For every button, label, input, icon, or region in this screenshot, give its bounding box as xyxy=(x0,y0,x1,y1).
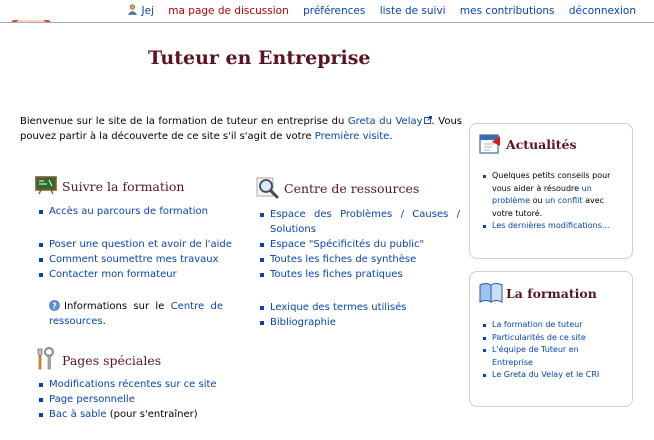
centre-link-lexique[interactable]: Lexique des termes utilisés xyxy=(270,302,407,313)
centre-link-synthese[interactable]: Toutes les fiches de synthèse xyxy=(270,254,417,265)
book-icon xyxy=(478,280,504,304)
centre-link-problemes[interactable]: Espace des Problèmes / Causes / Solutions xyxy=(270,209,460,235)
info-end: . xyxy=(102,316,106,327)
intro-text-1: Bienvenue sur le site de la formation de tuteur en entreprise du xyxy=(20,116,348,127)
suivre-link-formateur[interactable]: Contacter mon formateur xyxy=(49,269,177,280)
section-centre-heading xyxy=(256,176,456,200)
watchlist-link[interactable]: liste de suivi xyxy=(379,5,446,17)
list-item[interactable] xyxy=(258,252,460,267)
top-bar xyxy=(0,0,654,20)
list-item[interactable] xyxy=(258,315,460,330)
page-title: Tuteur en Entreprise xyxy=(148,47,371,69)
list-item[interactable] xyxy=(482,319,622,332)
help-icon xyxy=(49,300,60,311)
list-item[interactable] xyxy=(37,252,237,267)
actualites-link-probleme[interactable]: un problème xyxy=(492,183,592,205)
info-text: Informations sur le xyxy=(64,301,171,312)
speciales-link-sandbox[interactable]: Bac à sable xyxy=(49,409,107,420)
section-speciales-title: Pages spéciales xyxy=(62,353,162,368)
section-suivre-title: Suivre la formation xyxy=(62,179,185,194)
actualites-title: Actualités xyxy=(506,137,577,152)
external-link-icon xyxy=(424,116,432,124)
list-item[interactable] xyxy=(37,377,247,392)
logout-link[interactable]: déconnexion xyxy=(568,5,636,17)
section-speciales-heading xyxy=(34,347,234,373)
list-item[interactable] xyxy=(37,267,237,282)
sandbox-suffix: (pour s'entraîner) xyxy=(106,409,198,420)
list-item[interactable] xyxy=(37,392,247,407)
intro-text-3: . xyxy=(389,131,393,142)
suivre-link-parcours[interactable]: Accès au parcours de formation xyxy=(49,206,208,217)
list-item[interactable] xyxy=(37,204,237,219)
list-item[interactable] xyxy=(482,369,622,382)
formation-link-tuteur[interactable]: La formation de tuteur xyxy=(492,320,583,329)
speciales-link-perso[interactable]: Page personnelle xyxy=(49,394,135,405)
centre-link-biblio[interactable]: Bibliographie xyxy=(270,317,336,328)
info-centre-link[interactable]: Centre de ressources xyxy=(49,301,223,327)
greta-link[interactable]: Greta du Velay xyxy=(347,116,423,127)
formation-list xyxy=(482,319,622,382)
intro-text-2: . Vous pouvez partir à la découverte de ce site s'il s'agit de votre xyxy=(20,116,462,142)
suivre-link-travaux[interactable]: Comment soumettre mes travaux xyxy=(49,254,219,265)
centre-link-specificites[interactable]: Espace "Spécificités du public" xyxy=(270,239,425,250)
list-item[interactable] xyxy=(37,237,237,252)
speciales-list xyxy=(37,377,247,422)
info-centre xyxy=(49,299,223,329)
first-visit-link[interactable]: Première visite xyxy=(314,131,390,142)
suivre-link-question[interactable]: Poser une question et avoir de l'aide xyxy=(49,239,232,250)
list-item[interactable] xyxy=(482,220,622,233)
list-item[interactable] xyxy=(482,332,622,345)
section-suivre-heading xyxy=(35,176,235,198)
blackboard-icon xyxy=(35,176,57,194)
actualites-text-3: avec votre tutoré. xyxy=(492,196,605,218)
personal-tools xyxy=(127,4,636,17)
suivre-list xyxy=(37,204,237,282)
list-item xyxy=(482,170,622,220)
actualites-text-1: Quelques petits conseils pour vous aider à résoudre xyxy=(492,171,611,193)
user-link-wrap xyxy=(127,5,157,17)
calendar-icon xyxy=(478,132,502,156)
centre-link-pratiques[interactable]: Toutes les fiches pratiques xyxy=(270,269,403,280)
main-content xyxy=(0,22,654,440)
list-item[interactable] xyxy=(258,267,460,282)
list-item[interactable] xyxy=(258,237,460,252)
tools-icon xyxy=(34,347,56,371)
actualites-link-conflit[interactable]: un conflit xyxy=(545,196,583,205)
preferences-link[interactable]: préférences xyxy=(303,5,366,17)
formation-link-equipe[interactable]: L'équipe de Tuteur en Entreprise xyxy=(492,345,579,367)
user-link[interactable]: Jej xyxy=(141,5,154,17)
centre-list xyxy=(258,207,460,330)
user-icon xyxy=(127,4,138,15)
list-item[interactable] xyxy=(258,300,460,315)
actualites-box xyxy=(469,123,633,259)
section-centre-title: Centre de ressources xyxy=(284,181,420,196)
svg-text:?: ? xyxy=(52,301,57,311)
actualites-text-2: ou xyxy=(530,196,546,205)
formation-box xyxy=(469,271,633,407)
list-item[interactable] xyxy=(482,344,622,369)
actualites-list xyxy=(482,170,622,233)
magnifier-icon xyxy=(256,176,280,200)
formation-link-greta-cri[interactable]: Le Greta du Velay et le CRI xyxy=(492,370,600,379)
formation-title: La formation xyxy=(506,286,597,301)
talk-link[interactable]: ma page de discussion xyxy=(168,5,289,17)
list-item[interactable] xyxy=(258,207,460,237)
contributions-link[interactable]: mes contributions xyxy=(459,5,555,17)
actualites-link-modifs[interactable]: Les dernières modifications... xyxy=(492,221,610,230)
formation-link-particularites[interactable]: Particularités de ce site xyxy=(492,332,586,342)
intro-paragraph xyxy=(20,114,462,144)
list-item[interactable] xyxy=(37,407,247,422)
speciales-link-modifs[interactable]: Modifications récentes sur ce site xyxy=(49,379,217,390)
